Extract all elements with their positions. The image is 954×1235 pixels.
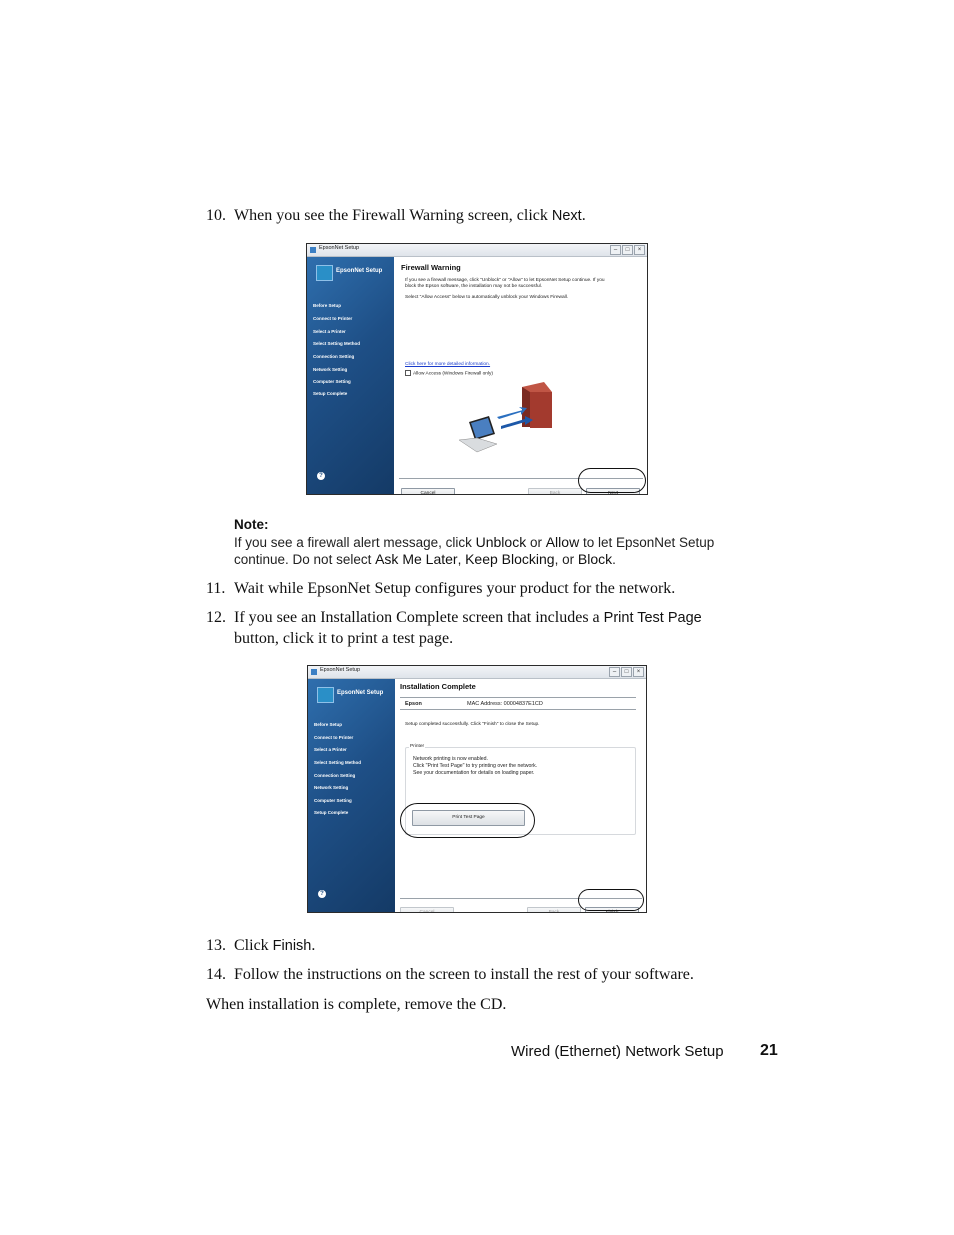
sidebar-step: Select a Printer (313, 329, 346, 334)
content-pane (396, 679, 646, 912)
laptop-base-icon (459, 438, 497, 452)
finish-button[interactable]: Finish (585, 907, 639, 913)
sidebar-brand: EpsonNet Setup (337, 690, 384, 696)
sidebar-brand: EpsonNet Setup (336, 268, 383, 274)
firewall-warning-screenshot (306, 243, 648, 495)
sidebar-step: Before Setup (313, 303, 342, 308)
installation-complete-screenshot (307, 665, 647, 913)
content-pane (395, 257, 647, 494)
step-number: 10. (206, 207, 226, 224)
step-13-text: Click Finish. (234, 937, 316, 954)
sidebar-step: Connection Setting (313, 354, 355, 359)
sidebar-step: Setup Complete (314, 810, 349, 815)
firewall-illustration (455, 382, 565, 462)
sidebar-step: Select a Printer (314, 747, 347, 752)
arrow-icon (501, 416, 533, 429)
step-10-text: When you see the Firewall Warning screen, click Next. (234, 207, 586, 224)
app-icon (311, 669, 317, 675)
close-icon: × (633, 667, 644, 677)
print-test-page-button[interactable]: Print Test Page (412, 810, 525, 826)
page-number: 21 (760, 1042, 778, 1059)
minimize-icon: – (609, 667, 620, 677)
status-message: Setup completed successfully. Click "Finish" to close the Setup. (405, 722, 540, 727)
back-button[interactable]: Back (527, 907, 581, 913)
window-controls (610, 245, 645, 255)
note-line-2: continue. Do not select Ask Me Later, Keep Blocking, or Block. (234, 551, 616, 567)
window-titlebar (308, 666, 646, 679)
divider (400, 697, 636, 698)
checkbox-icon[interactable] (405, 370, 411, 376)
highlight-oval (578, 889, 644, 911)
highlight-oval (400, 803, 535, 838)
sidebar-step: Before Setup (314, 722, 343, 727)
window-titlebar (307, 244, 647, 257)
sidebar (307, 257, 394, 494)
highlight-oval (578, 468, 646, 493)
window-title: EpsonNet Setup (320, 667, 361, 673)
help-icon[interactable]: ? (317, 472, 325, 480)
sidebar-step: Select Setting Method (314, 760, 362, 765)
step-12-text-cont: button, click it to print a test page. (234, 630, 454, 647)
step-number: 13. (206, 937, 226, 954)
window-controls (609, 667, 644, 677)
sidebar-step: Setup Complete (313, 391, 348, 396)
step-number: 14. (206, 966, 226, 983)
sidebar-step: Connection Setting (314, 773, 356, 778)
mac-address: MAC Address: 00004837E1CD (467, 701, 543, 707)
message-line: If you see a firewall message, click "Unblock" or "Allow" to let EpsonNet Setup continue. If you (405, 278, 605, 283)
note-title: Note: (234, 517, 269, 532)
step-11-text: Wait while EpsonNet Setup configures your product for the network. (234, 580, 676, 597)
sidebar (308, 679, 395, 912)
page-title: Firewall Warning (401, 263, 461, 272)
page-title: Installation Complete (400, 682, 476, 691)
group-line: See your documentation for details on loading paper. (413, 770, 535, 776)
help-icon[interactable]: ? (318, 890, 326, 898)
ui-term: Next (551, 208, 582, 224)
next-button[interactable]: Next (586, 488, 640, 495)
sidebar-step: Select Setting Method (313, 341, 361, 346)
sidebar-step: Computer Setting (313, 379, 351, 384)
cancel-button[interactable]: Cancel (400, 907, 454, 913)
ui-term: Finish (272, 938, 312, 954)
step-number: 11. (206, 580, 226, 597)
epson-logo-icon (316, 265, 333, 281)
sidebar-step: Computer Setting (314, 798, 352, 803)
footer-section-title: Wired (Ethernet) Network Setup (511, 1043, 724, 1060)
message-line: Select "Allow Access" below to automatically unblock your Windows Firewall. (405, 295, 569, 300)
minimize-icon: – (610, 245, 621, 255)
step-14-text: Follow the instructions on the screen to install the rest of your software. (234, 966, 694, 983)
group-label: Printer (410, 744, 425, 749)
maximize-icon: □ (621, 667, 632, 677)
message-line: block the Epson software, the installation may not be successful. (405, 284, 543, 289)
ui-term: Print Test Page (603, 610, 702, 626)
divider (400, 709, 636, 710)
step-12-text: If you see an Installation Complete screen that includes a Print Test Page (234, 609, 702, 626)
epson-logo-icon (317, 687, 334, 703)
cancel-button[interactable]: Cancel (401, 488, 455, 495)
back-button[interactable]: Back (528, 488, 582, 495)
group-line: Network printing is now enabled. (413, 756, 488, 762)
window-title: EpsonNet Setup (319, 245, 360, 251)
details-link[interactable]: Click here for more detailed information. (405, 362, 491, 367)
app-icon (310, 247, 316, 253)
group-line: Click "Print Test Page" to try printing over the network. (413, 763, 538, 769)
sidebar-step: Connect to Printer (313, 316, 353, 321)
allow-access-checkbox[interactable]: Allow Access (Windows Firewall only) (405, 370, 493, 377)
step-number: 12. (206, 609, 226, 626)
printer-name: Epson (405, 701, 422, 707)
sidebar-step: Network Setting (314, 785, 349, 790)
note-line-1: If you see a firewall alert message, click Unblock or Allow to let EpsonNet Setup (234, 534, 715, 550)
sidebar-step: Network Setting (313, 367, 348, 372)
closing-paragraph: When installation is complete, remove the CD. (206, 996, 507, 1013)
sidebar-step: Connect to Printer (314, 735, 354, 740)
maximize-icon: □ (622, 245, 633, 255)
firewall-wall-icon (530, 392, 552, 428)
close-icon: × (634, 245, 645, 255)
